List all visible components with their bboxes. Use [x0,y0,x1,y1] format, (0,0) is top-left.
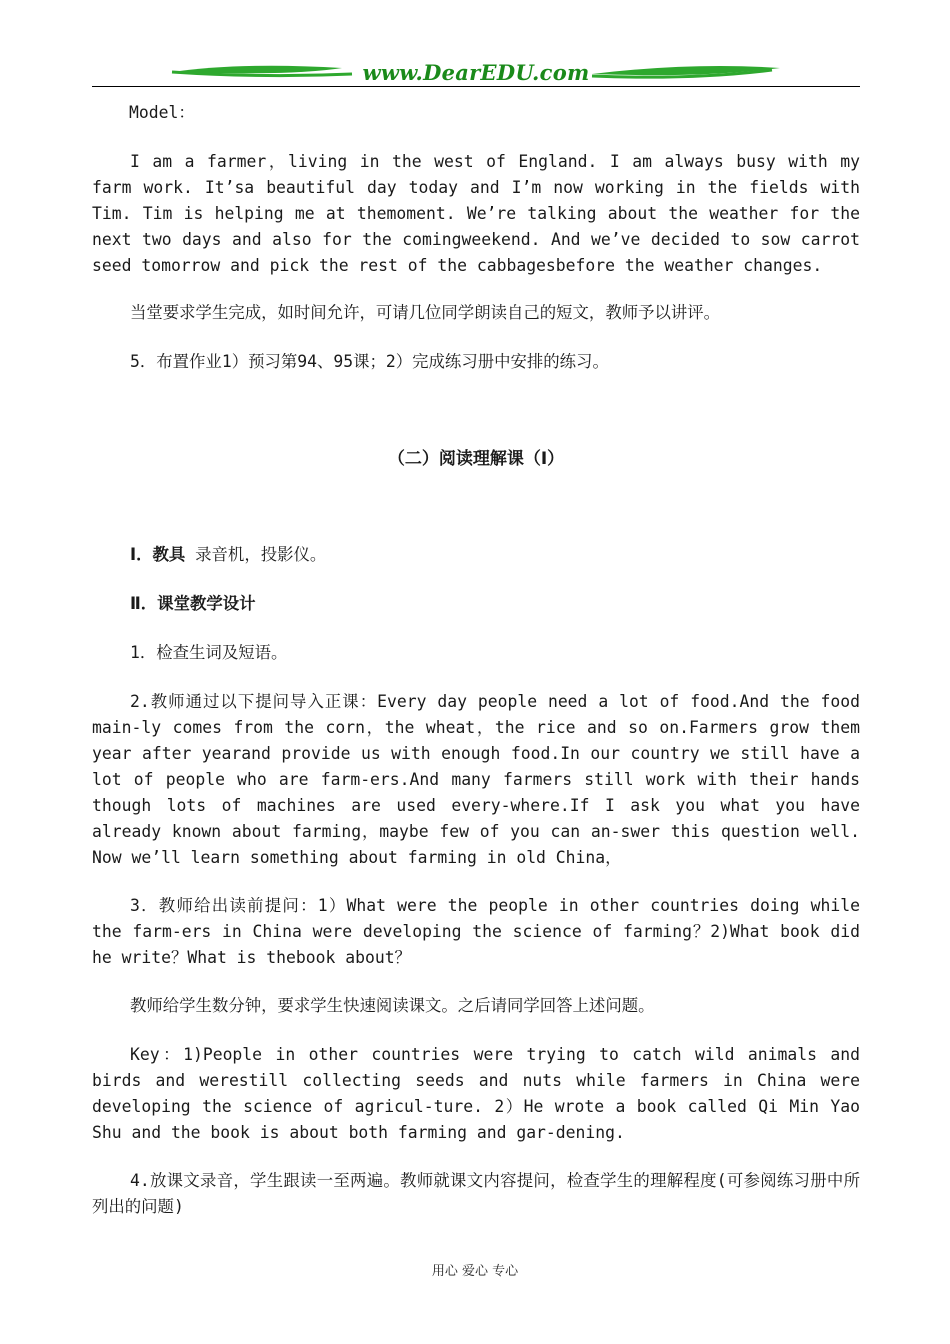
section-title: （二）阅读理解课（Ⅰ） [387,449,565,469]
model-paragraph: I am a farmer，living in the west of England. I am always busy with my farm work. It’sa beautiful day today and I’m now working in the fields with Tim. Tim is helping me at themoment. We’re talking about the weather for the next two days and also for the comingweekend. And we’ve decided to sow carrot seed tomorrow and pick the rest of the cabbagesbefore the weather changes. [92,152,860,275]
step-2: 2.教师通过以下提问导入正课：Every day people need a lot of food.And the food main-ly comes from the corn，the wheat，the rice and so on.Farmers grow them year after yearand provide us with enough food.In our country we still have a lot of people who are farm-ers.And many farmers still work with their hands though lots of machines are used every-where.If I ask you what you have already known about farming，maybe few of you can an-swer this question well. Now we’ll learn something about farming in old China， [92,692,860,867]
page-footer: 用心 爱心 专心 [431,1264,519,1279]
lesson-design-label: Ⅱ．课堂教学设计 [130,594,256,613]
teaching-aids-label: Ⅰ．教具 [130,545,186,564]
step-4: 4.放课文录音，学生跟读一至两遍。教师就课文内容提问，检查学生的理解程度(可参阅练习册中所列出的问题) [92,1171,860,1216]
answer-key: Key：1)People in other countries were trying to catch wild animals and birds and werestill collecting seeds and nuts while farmers in China were developing the science of agricul-ture. 2）He wrote a book called Qi Min Yao Shu and the book is about both farming and gar-dening. [92,1045,860,1142]
site-logo-text: www.DearEDU.com [362,60,590,85]
model-label: Model： [129,103,195,122]
teaching-aids-text: 录音机，投影仪。 [185,545,327,564]
lesson-design-heading [92,591,860,617]
homework-item: 5．布置作业1）预习第94、95课；2）完成练习册中安排的练习。 [130,352,609,371]
step-3: 3．教师给出读前提问：1）What were the people in other countries doing while the farm-ers in China were developing the science of farming？2)What book did he write？What is thebook about？ [92,896,860,967]
teaching-aids [92,542,860,568]
header-rule [92,86,860,87]
step-3-instruction: 教师给学生数分钟，要求学生快速阅读课文。之后请同学回答上述问题。 [130,996,655,1015]
assignment-note: 当堂要求学生完成，如时间允许，可请几位同学朗读自己的短文，教师予以讲评。 [130,303,721,322]
step-1: 1．检查生词及短语。 [130,643,288,662]
